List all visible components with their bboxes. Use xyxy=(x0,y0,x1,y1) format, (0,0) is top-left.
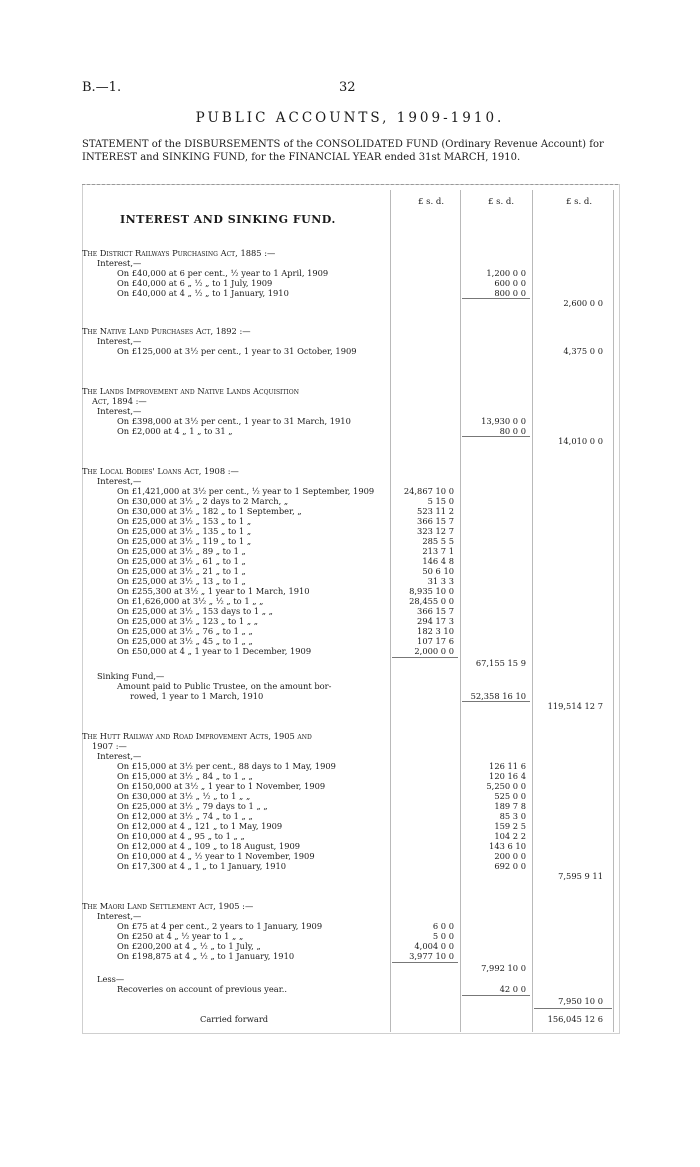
row-label: Sinking Fund,— xyxy=(97,671,165,681)
amount-c3: 2,600 0 0 xyxy=(563,298,603,308)
row-label: On £398,000 at 3½ per cent., 1 year to 31 March, 1910 xyxy=(117,416,351,426)
amount-c2: 42 0 0 xyxy=(499,984,526,994)
row-label: On £1,421,000 at 3½ per cent., ½ year to 1 September, 1909 xyxy=(117,486,375,496)
amount-c2: 600 0 0 xyxy=(494,278,526,288)
amount-c1: 107 17 6 xyxy=(417,636,454,646)
row-label: On £10,000 at 4 „ ½ year to 1 November, 1909 xyxy=(117,851,315,861)
row-label: On £25,000 at 3½ „ 13 „ to 1 „ xyxy=(117,576,246,586)
row-label: Interest,— xyxy=(97,258,142,268)
row-label: The Native Land Purchases Act, 1892 :— xyxy=(82,326,251,336)
row-label: On £75 at 4 per cent., 2 years to 1 January, 1909 xyxy=(117,921,323,931)
table-row xyxy=(0,984,700,995)
amount-c1: 323 12 7 xyxy=(417,526,454,536)
amount-c1: 182 3 10 xyxy=(417,626,454,636)
document-reference: B.—1. xyxy=(82,80,122,95)
amount-c3: 156,045 12 6 xyxy=(547,1014,603,1024)
page-title: PUBLIC ACCOUNTS, 1909-1910. xyxy=(195,110,505,126)
amount-c3: 7,595 9 11 xyxy=(558,871,603,881)
table-row xyxy=(0,346,700,357)
amount-c1: 5 15 0 xyxy=(427,496,454,506)
row-label: On £125,000 at 3½ per cent., 1 year to 31 October, 1909 xyxy=(117,346,357,356)
row-label: On £50,000 at 4 „ 1 year to 1 December, 1909 xyxy=(117,646,312,656)
row-label: On £25,000 at 3½ „ 45 „ to 1 „ „ xyxy=(117,636,253,646)
row-label: On £25,000 at 3½ „ 135 „ to 1 „ xyxy=(117,526,252,536)
amount-c1: 213 7 1 xyxy=(422,546,454,556)
row-label: On £25,000 at 3½ „ 89 „ to 1 „ xyxy=(117,546,246,556)
column-header-3: £ s. d. xyxy=(566,197,593,207)
row-label: On £40,000 at 6 „ ½ „ to 1 July, 1909 xyxy=(117,278,273,288)
row-label: On £40,000 at 6 per cent., ½ year to 1 April, 1909 xyxy=(117,268,329,278)
row-label: rowed, 1 year to 1 March, 1910 xyxy=(130,691,264,701)
row-label: Interest,— xyxy=(97,336,142,346)
row-label: On £2,000 at 4 „ 1 „ to 31 „ xyxy=(117,426,233,436)
amount-c1: 24,867 10 0 xyxy=(403,486,454,496)
amount-c2: 143 6 10 xyxy=(489,841,526,851)
table-row xyxy=(0,951,700,962)
amount-c2: 189 7 8 xyxy=(494,801,526,811)
row-label: On £30,000 at 3½ „ ½ „ to 1 „ „ xyxy=(117,791,251,801)
row-label: On £15,000 at 3½ per cent., 88 days to 1 May, 1909 xyxy=(117,761,336,771)
row-label: On £25,000 at 3½ „ 119 „ to 1 „ xyxy=(117,536,252,546)
amount-c1: 8,935 10 0 xyxy=(409,586,454,596)
row-label: Act, 1894 :— xyxy=(92,396,147,406)
table-row xyxy=(0,1014,700,1025)
row-label: On £250 at 4 „ ½ year to 1 „ „ xyxy=(117,931,244,941)
section-title: INTEREST AND SINKING FUND. xyxy=(120,213,336,226)
amount-c2: 13,930 0 0 xyxy=(481,416,526,426)
row-label: On £30,000 at 3½ „ 182 „ to 1 September, „ xyxy=(117,506,302,516)
amount-c1: 366 15 7 xyxy=(417,606,454,616)
row-label: On £25,000 at 3½ „ 79 days to 1 „ „ xyxy=(117,801,268,811)
row-label: On £255,300 at 3½ „ 1 year to 1 March, 1910 xyxy=(117,586,310,596)
table-row xyxy=(0,298,700,309)
amount-c2: 80 0 0 xyxy=(499,426,526,436)
row-label: On £200,200 at 4 „ ½ „ to 1 July, „ xyxy=(117,941,261,951)
row-label: 1907 :— xyxy=(92,741,127,751)
amount-c1: 523 11 2 xyxy=(417,506,454,516)
amount-c2: 525 0 0 xyxy=(494,791,526,801)
row-label: On £25,000 at 3½ „ 153 days to 1 „ „ xyxy=(117,606,273,616)
amount-c2: 104 2 2 xyxy=(494,831,526,841)
table-row xyxy=(0,646,700,657)
top-rule xyxy=(82,184,618,185)
amount-c1: 285 5 5 xyxy=(422,536,454,546)
row-label: On £25,000 at 3½ „ 153 „ to 1 „ xyxy=(117,516,252,526)
row-label: On £150,000 at 3½ „ 1 year to 1 November, 1909 xyxy=(117,781,326,791)
amount-c2: 1,200 0 0 xyxy=(486,268,526,278)
subtotal-rule xyxy=(534,1008,612,1009)
row-label: Carried forward xyxy=(200,1014,269,1024)
column-header-2: £ s. d. xyxy=(488,197,515,207)
row-label: On £12,000 at 3½ „ 74 „ to 1 „ „ xyxy=(117,811,253,821)
row-label: On £198,875 at 4 „ ½ „ to 1 January, 1910 xyxy=(117,951,295,961)
row-label: On £40,000 at 4 „ ½ „ to 1 January, 1910 xyxy=(117,288,289,298)
amount-c3: 119,514 12 7 xyxy=(547,701,603,711)
amount-c3: 4,375 0 0 xyxy=(563,346,603,356)
row-label: The Local Bodies' Loans Act, 1908 :— xyxy=(82,466,239,476)
row-label: On £17,300 at 4 „ 1 „ to 1 January, 1910 xyxy=(117,861,287,871)
row-label: On £10,000 at 4 „ 95 „ to 1 „ „ xyxy=(117,831,245,841)
amount-c2: 67,155 15 9 xyxy=(475,658,526,668)
row-label: Interest,— xyxy=(97,406,142,416)
table-row xyxy=(0,963,700,974)
row-label: The Lands Improvement and Native Lands Acquisition xyxy=(82,386,299,396)
amount-c2: 7,992 10 0 xyxy=(481,963,526,973)
amount-c1: 6 0 0 xyxy=(432,921,454,931)
amount-c1: 366 15 7 xyxy=(417,516,454,526)
amount-c2: 126 11 6 xyxy=(489,761,526,771)
row-label: On £12,000 at 4 „ 109 „ to 18 August, 1909 xyxy=(117,841,301,851)
amount-c1: 4,004 0 0 xyxy=(414,941,454,951)
row-label: On £1,626,000 at 3½ „ ½ „ to 1 „ „ xyxy=(117,596,264,606)
amount-c1: 28,455 0 0 xyxy=(409,596,454,606)
table-row xyxy=(0,436,700,447)
row-label: Interest,— xyxy=(97,476,142,486)
statement-heading: STATEMENT of the DISBURSEMENTS of the CONSOLIDATED FUND (Ordinary Revenue Account) for INTEREST and SINKING FUND, for the FINANCIAL YEAR ended 31st MARCH, 1910. xyxy=(82,139,604,163)
row-label: Recoveries on account of previous year.. xyxy=(117,984,288,994)
amount-c2: 200 0 0 xyxy=(494,851,526,861)
amount-c3: 14,010 0 0 xyxy=(558,436,603,446)
amount-c1: 3,977 10 0 xyxy=(409,951,454,961)
row-label: On £15,000 at 3½ „ 84 „ to 1 „ „ xyxy=(117,771,253,781)
amount-c2: 5,250 0 0 xyxy=(486,781,526,791)
amount-c2: 800 0 0 xyxy=(494,288,526,298)
row-label: The Hutt Railway and Road Improvement Acts, 1905 and xyxy=(82,731,312,741)
amount-c1: 146 4 8 xyxy=(422,556,454,566)
row-label: On £25,000 at 3½ „ 61 „ to 1 „ xyxy=(117,556,246,566)
column-header-1: £ s. d. xyxy=(418,197,445,207)
table-row xyxy=(0,658,700,669)
amount-c1: 294 17 3 xyxy=(417,616,454,626)
table-row xyxy=(0,871,700,882)
amount-c1: 50 6 10 xyxy=(422,566,454,576)
amount-c2: 120 16 4 xyxy=(489,771,526,781)
row-label: On £30,000 at 3½ „ 2 days to 2 March, „ xyxy=(117,496,289,506)
table-row xyxy=(0,996,700,1007)
amount-c2: 159 2 5 xyxy=(494,821,526,831)
amount-c2: 692 0 0 xyxy=(494,861,526,871)
row-label: On £25,000 at 3½ „ 76 „ to 1 „ „ xyxy=(117,626,253,636)
row-label: On £25,000 at 3½ „ 123 „ to 1 „ „ xyxy=(117,616,259,626)
table-row xyxy=(0,701,700,712)
row-label: Amount paid to Public Trustee, on the amount bor- xyxy=(117,681,332,691)
row-label: Less— xyxy=(97,974,125,984)
row-label: On £25,000 at 3½ „ 21 „ to 1 „ xyxy=(117,566,246,576)
row-label: The Maori Land Settlement Act, 1905 :— xyxy=(82,901,254,911)
amount-c2: 85 3 0 xyxy=(499,811,526,821)
amount-c1: 5 0 0 xyxy=(432,931,454,941)
amount-c3: 7,950 10 0 xyxy=(558,996,603,1006)
row-label: Interest,— xyxy=(97,751,142,761)
amount-c1: 31 3 3 xyxy=(427,576,454,586)
page-number: 32 xyxy=(339,80,356,95)
amount-c2: 52,358 16 10 xyxy=(470,691,526,701)
row-label: On £12,000 at 4 „ 121 „ to 1 May, 1909 xyxy=(117,821,283,831)
row-label: The District Railways Purchasing Act, 1885 :— xyxy=(82,248,276,258)
amount-c1: 2,000 0 0 xyxy=(414,646,454,656)
row-label: Interest,— xyxy=(97,911,142,921)
